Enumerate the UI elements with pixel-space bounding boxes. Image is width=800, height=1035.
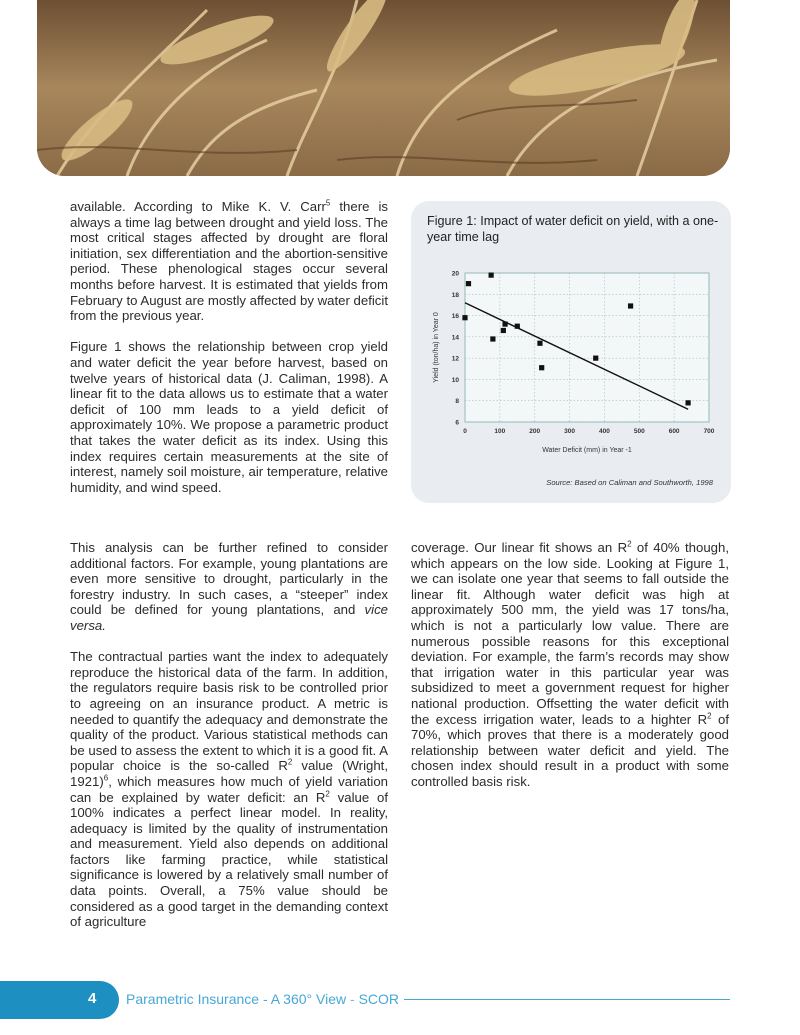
- data-point: [515, 324, 520, 329]
- x-tick-label: 600: [668, 428, 680, 435]
- italic-text: vice versa.: [70, 602, 388, 633]
- x-tick-label: 300: [564, 428, 576, 435]
- body-paragraph: Figure 1 shows the relationship between crop yield and water deficit the year before harvest, based on twelve years of historical data (J. Caliman, 1998). A linear fit to the data allows us to estimate that a water deficit of 100 mm leads to a yield deficit of approximately 10%. We propose a parametric product that takes the water deficit as its index. Using this index requires certain measurements at the site of interest, namely soil moisture, air temperature, relative humidity, and wind speed.: [70, 339, 388, 495]
- data-point: [628, 303, 633, 308]
- footnote-superscript: 2: [627, 539, 632, 549]
- footer-title-separator: -: [346, 991, 359, 1007]
- figure-caption: Figure 1: Impact of water deficit on yield, with a one-year time lag: [427, 214, 719, 244]
- figure-1-box: [411, 201, 731, 503]
- scatter-chart: [411, 201, 731, 503]
- left-column-bottom: [70, 540, 388, 930]
- y-tick-label: 14: [451, 334, 459, 342]
- left-column-top: [70, 199, 388, 495]
- data-point: [539, 365, 544, 370]
- y-axis-label: Yield (ton/ha) in Year 0: [433, 312, 440, 383]
- y-tick-label: 18: [451, 291, 459, 299]
- x-tick-label: 500: [633, 428, 645, 435]
- x-tick-label: 0: [463, 428, 467, 435]
- y-tick-label: 16: [451, 313, 459, 321]
- right-column: [411, 540, 729, 790]
- body-paragraph: available. According to Mike K. V. Carr$^5$ there is always a time lag between drought and yield loss. The most critical stages affected by drought are floral initiation, sex differentiation and the abortion-sensitive period. These phenological stages occur several months before harvest. It is estimated that yields from February to August are mostly affected by water deficit from the previous year.: [70, 198, 388, 324]
- body-paragraph: The contractual parties want the index to adequately reproduce the historical data of the farm. In addition, the regulators require basis risk to be controlled prior to agreeing on an insurance product. A metric is needed to quantify the adequacy and demonstrate the quality of the product. Various statistical methods can be used to assess the extent to which it is a good fit. A popular choice is the so-called $R^2$ value (Wright, 1921)$^6$, which measures how much of yield variation can be explained by water deficit: an $R^2$ value of 100% indicates a perfect linear model. In reality, adequacy is limited by the quality of instrumentation and measurement. Yield also depends on additional factors like farming practice, while statistical significance is lowered by a relatively small number of data points. Overall, a 75% value should be considered as a good target in the demanding context of agriculture: [70, 649, 388, 930]
- data-point: [593, 356, 598, 361]
- x-tick-label: 700: [703, 428, 715, 435]
- data-point: [489, 273, 494, 278]
- x-tick-label: 100: [494, 428, 506, 435]
- y-tick-label: 10: [451, 376, 459, 384]
- x-tick-label: 200: [529, 428, 541, 435]
- y-tick-label: 6: [455, 419, 459, 427]
- data-point: [462, 315, 467, 320]
- data-point: [685, 400, 690, 405]
- footnote-superscript: 2: [707, 711, 712, 721]
- figure-source: Source: Based on Caliman and Southworth, 1998: [546, 478, 713, 487]
- footer-rule: [404, 999, 730, 1000]
- footnote-superscript: 2: [287, 757, 293, 767]
- body-paragraph: This analysis can be further refined to consider additional factors. For example, young plantations are even more sensitive to drought, particularly in the forestry industry. In such cases, a “steeper” index could be defined for young plantations, and vice versa.: [70, 540, 388, 633]
- plot-area: [465, 273, 709, 422]
- y-tick-label: 8: [455, 398, 459, 406]
- header-wheat-photo: [37, 0, 730, 176]
- footer-title-brand: SCOR: [358, 991, 400, 1007]
- footnote-superscript: 2: [325, 789, 330, 799]
- y-tick-label: 12: [451, 355, 459, 363]
- body-paragraph: coverage. Our linear fit shows an $R^2$ of 40% though, which appears on the low side. Looking at Figure 1, we can isolate one year that seems to fall outside the linear fit. Although water deficit was high at approximately 500 mm, the yield was 17 tons/ha, which is not a particularly low value. There are numerous possible reasons for this exceptional deviation. For example, the farm’s records may show that irrigation water in this particular year was subsidized to meet a government request for higher national production. Offsetting the water deficit with the excess irrigation water, leads to a highter $R^2$ of 70%, which proves that there is a moderately good relationship between water deficit and yield. The chosen index should result in a product with some controlled basis risk.: [411, 539, 729, 789]
- data-point: [501, 328, 506, 333]
- footer-page-tab: [0, 981, 119, 1019]
- data-point: [490, 336, 495, 341]
- y-tick-label: 20: [451, 270, 459, 278]
- wheat-photo-illustration: [37, 0, 730, 176]
- footnote-superscript: 5: [325, 198, 331, 208]
- footer-title-main: Parametric Insurance - A 360° View: [126, 991, 347, 1007]
- footnote-superscript: 6: [103, 773, 109, 783]
- data-point: [502, 321, 507, 326]
- x-axis-label: Water Deficit (mm) in Year -1: [542, 447, 632, 454]
- x-tick-label: 400: [598, 428, 610, 435]
- data-point: [466, 281, 471, 286]
- data-point: [537, 341, 542, 346]
- page-number: 4: [88, 990, 97, 1007]
- footer-title: [126, 991, 399, 1007]
